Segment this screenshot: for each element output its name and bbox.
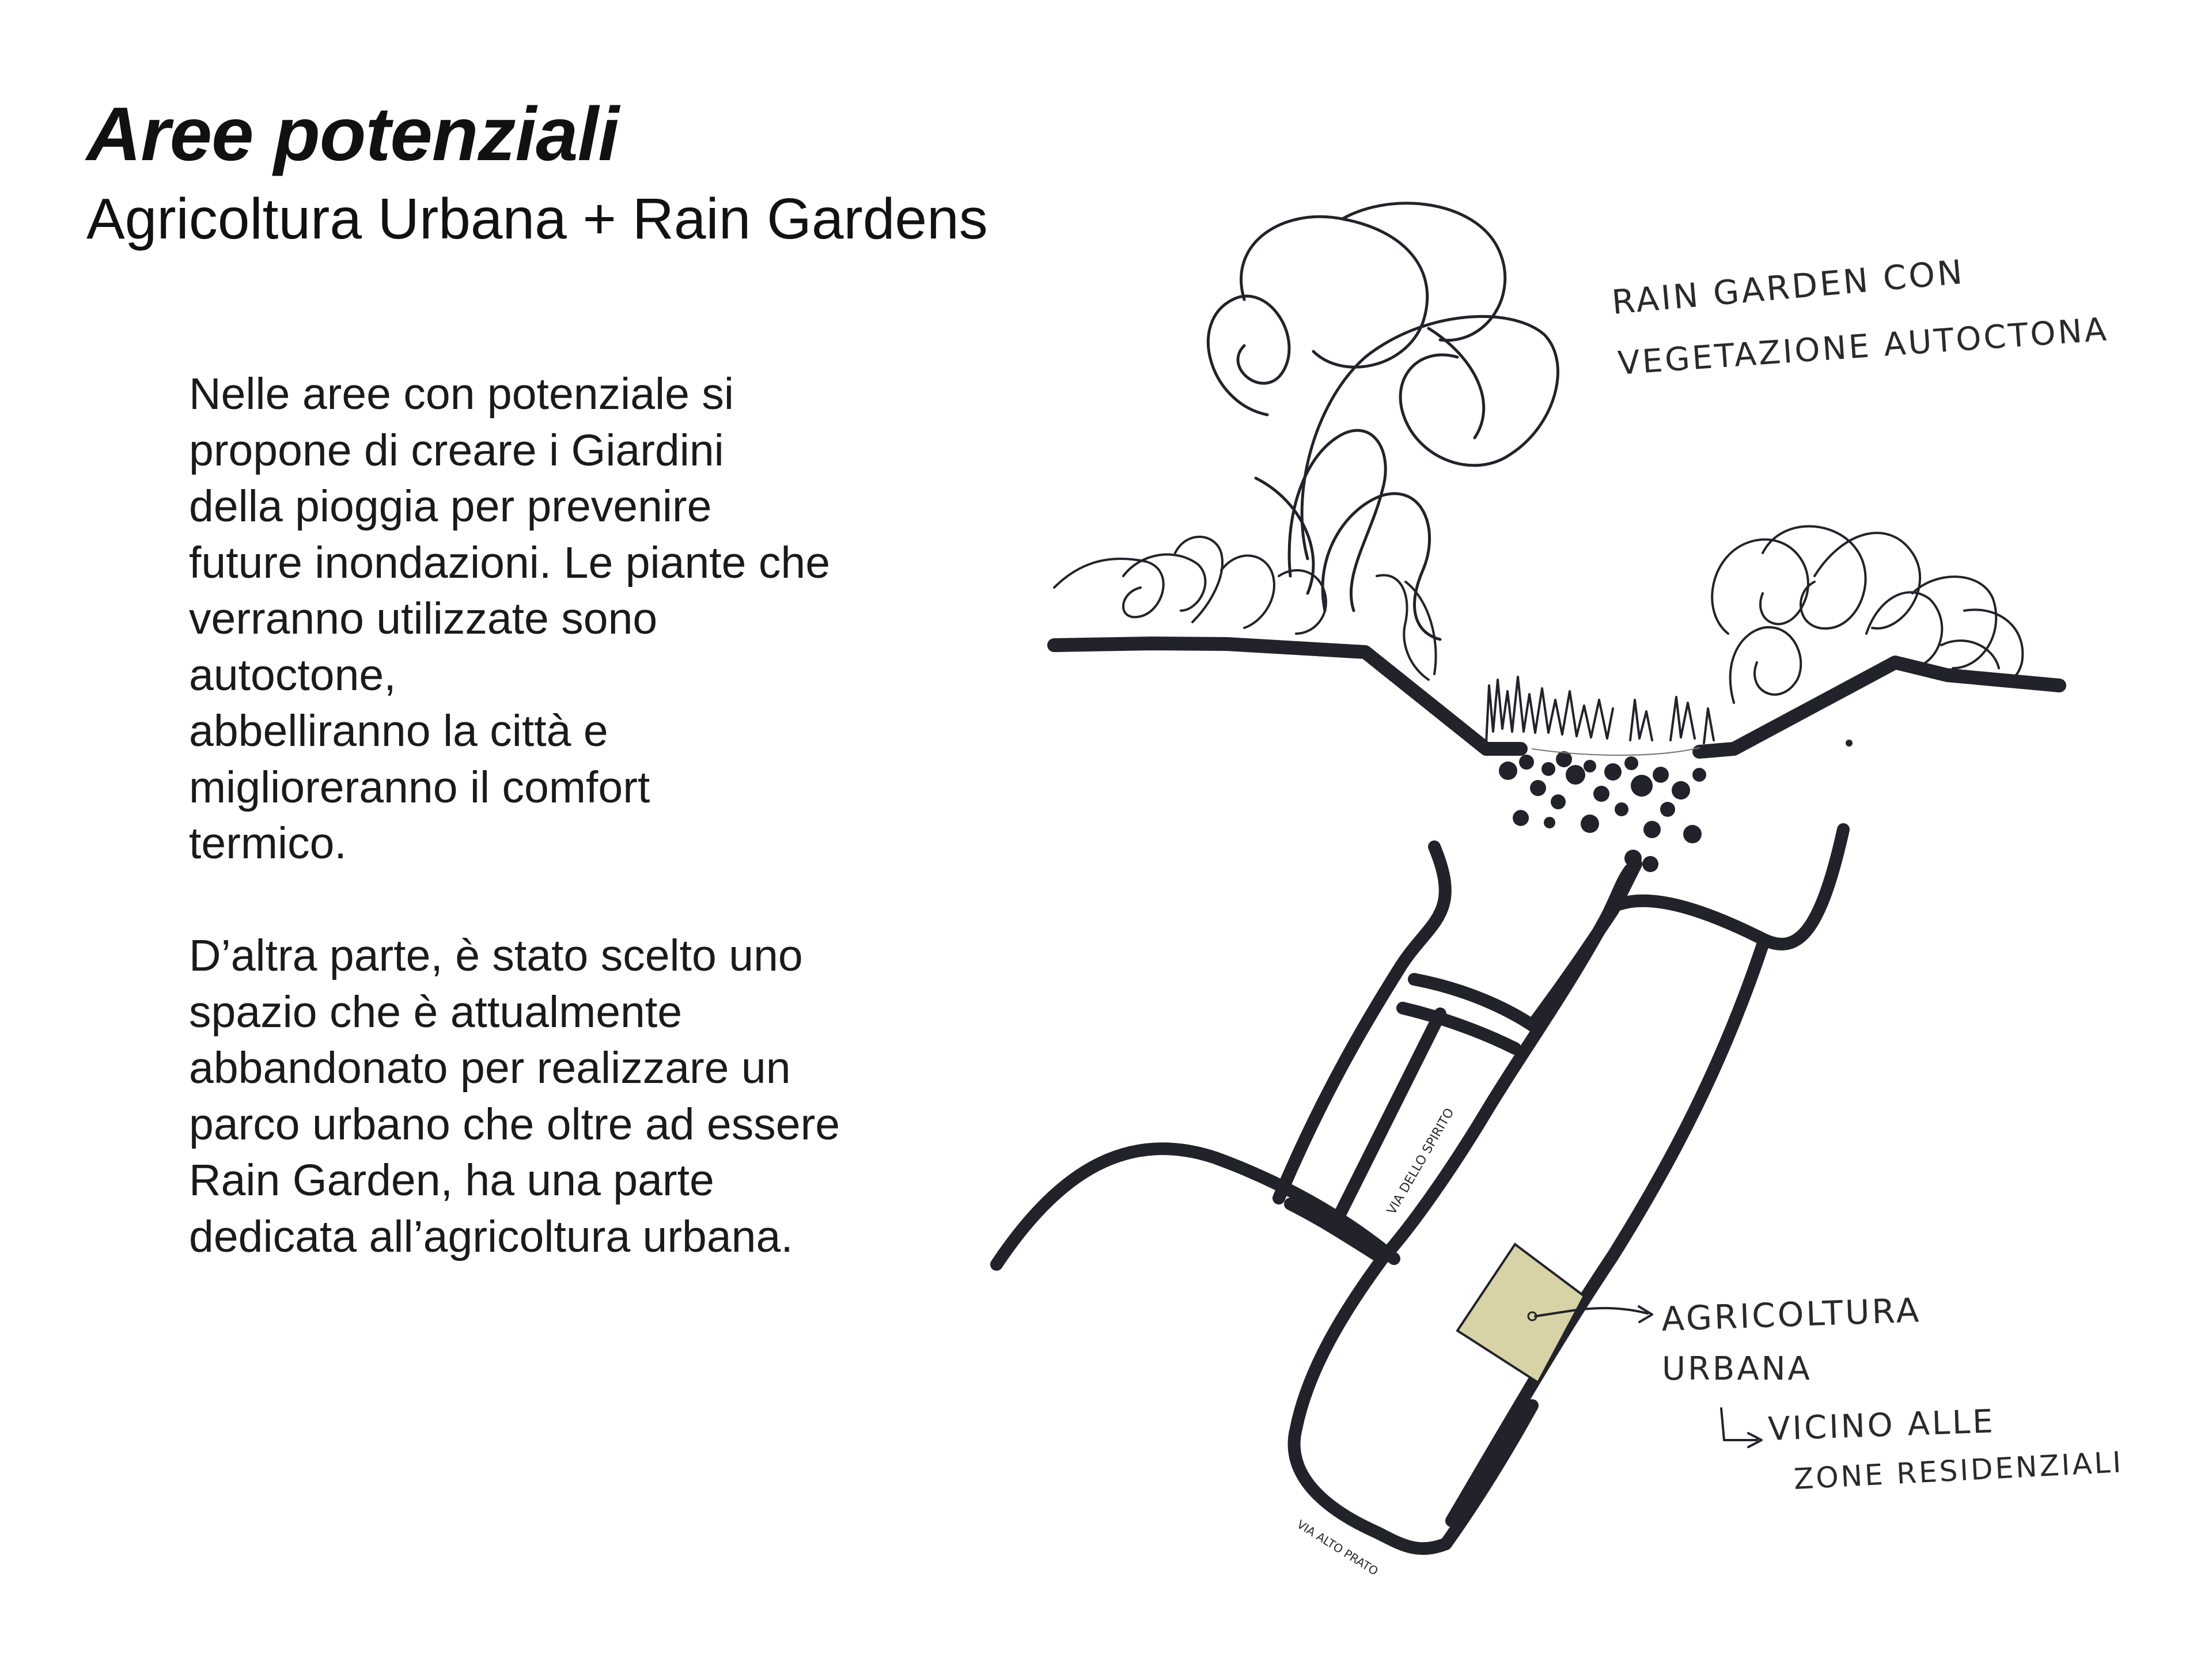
agriculture-label-line2: URBANA [1662, 1350, 1812, 1388]
rain-garden-section-drawing [1054, 203, 2059, 872]
residential-label-line1: VICINO ALLE [1767, 1403, 1996, 1448]
road-outline-left [997, 1149, 1394, 1264]
plan-map-drawing [997, 830, 1843, 1548]
road-outline-upper-right [1619, 830, 1843, 944]
page-subtitle: Agricoltura Urbana + Rain Gardens [86, 187, 988, 251]
gravel-dots [1499, 740, 1853, 872]
rain-garden-label-line1: RAIN GARDEN CON [1610, 252, 1967, 322]
street-label-via-dello-spirito: VIA DELLO SPIRITO [1384, 1105, 1457, 1217]
description-paragraph-urban-park: D’altra parte, è stato scelto uno spazio che è attualmente abbandonato per realizzare un parco urbano che oltre ad essere Rain Garden, ha una parte dedicata all’agricoltura urbana. [189, 931, 840, 1262]
ground-profile-left [1054, 643, 1521, 749]
soil-line [1532, 748, 1699, 755]
residential-label-line2: ZONE RESIDENZIALI [1793, 1445, 2124, 1496]
road-outline-mid [1279, 847, 1445, 1198]
rain-garden-sketch [979, 173, 2131, 1601]
agriculture-arrow-head [1639, 1306, 1652, 1322]
description-paragraph-rain-gardens: Nelle aree con potenziale si propone di creare i Giardini della pioggia per prevenire future inondazioni. Le piante che verranno utilizzate sono autoctone, abbelliranno la città e miglioreranno il comfort termico. [189, 369, 831, 868]
road-outline-right [1452, 945, 1763, 1521]
ground-profile-right [1699, 662, 2059, 752]
agriculture-plot [1457, 1244, 1652, 1382]
page-title: Aree potenziali [86, 92, 619, 176]
description-text [189, 366, 995, 1265]
tree-canopy-scribble [1208, 203, 1558, 639]
agriculture-label-line1: AGRICOLTURA [1661, 1290, 1922, 1339]
road-outline-lower-left [1294, 1259, 1446, 1548]
grass-strokes [1486, 677, 1714, 743]
street-label-via-alto-prato: VIA ALTO PRATO [1294, 1517, 1381, 1578]
agriculture-plot-square [1457, 1244, 1584, 1382]
rain-garden-label-line2: VEGETAZIONE AUTOCTONA [1616, 310, 2110, 382]
road-outline-lower-edge [1446, 1406, 1532, 1544]
